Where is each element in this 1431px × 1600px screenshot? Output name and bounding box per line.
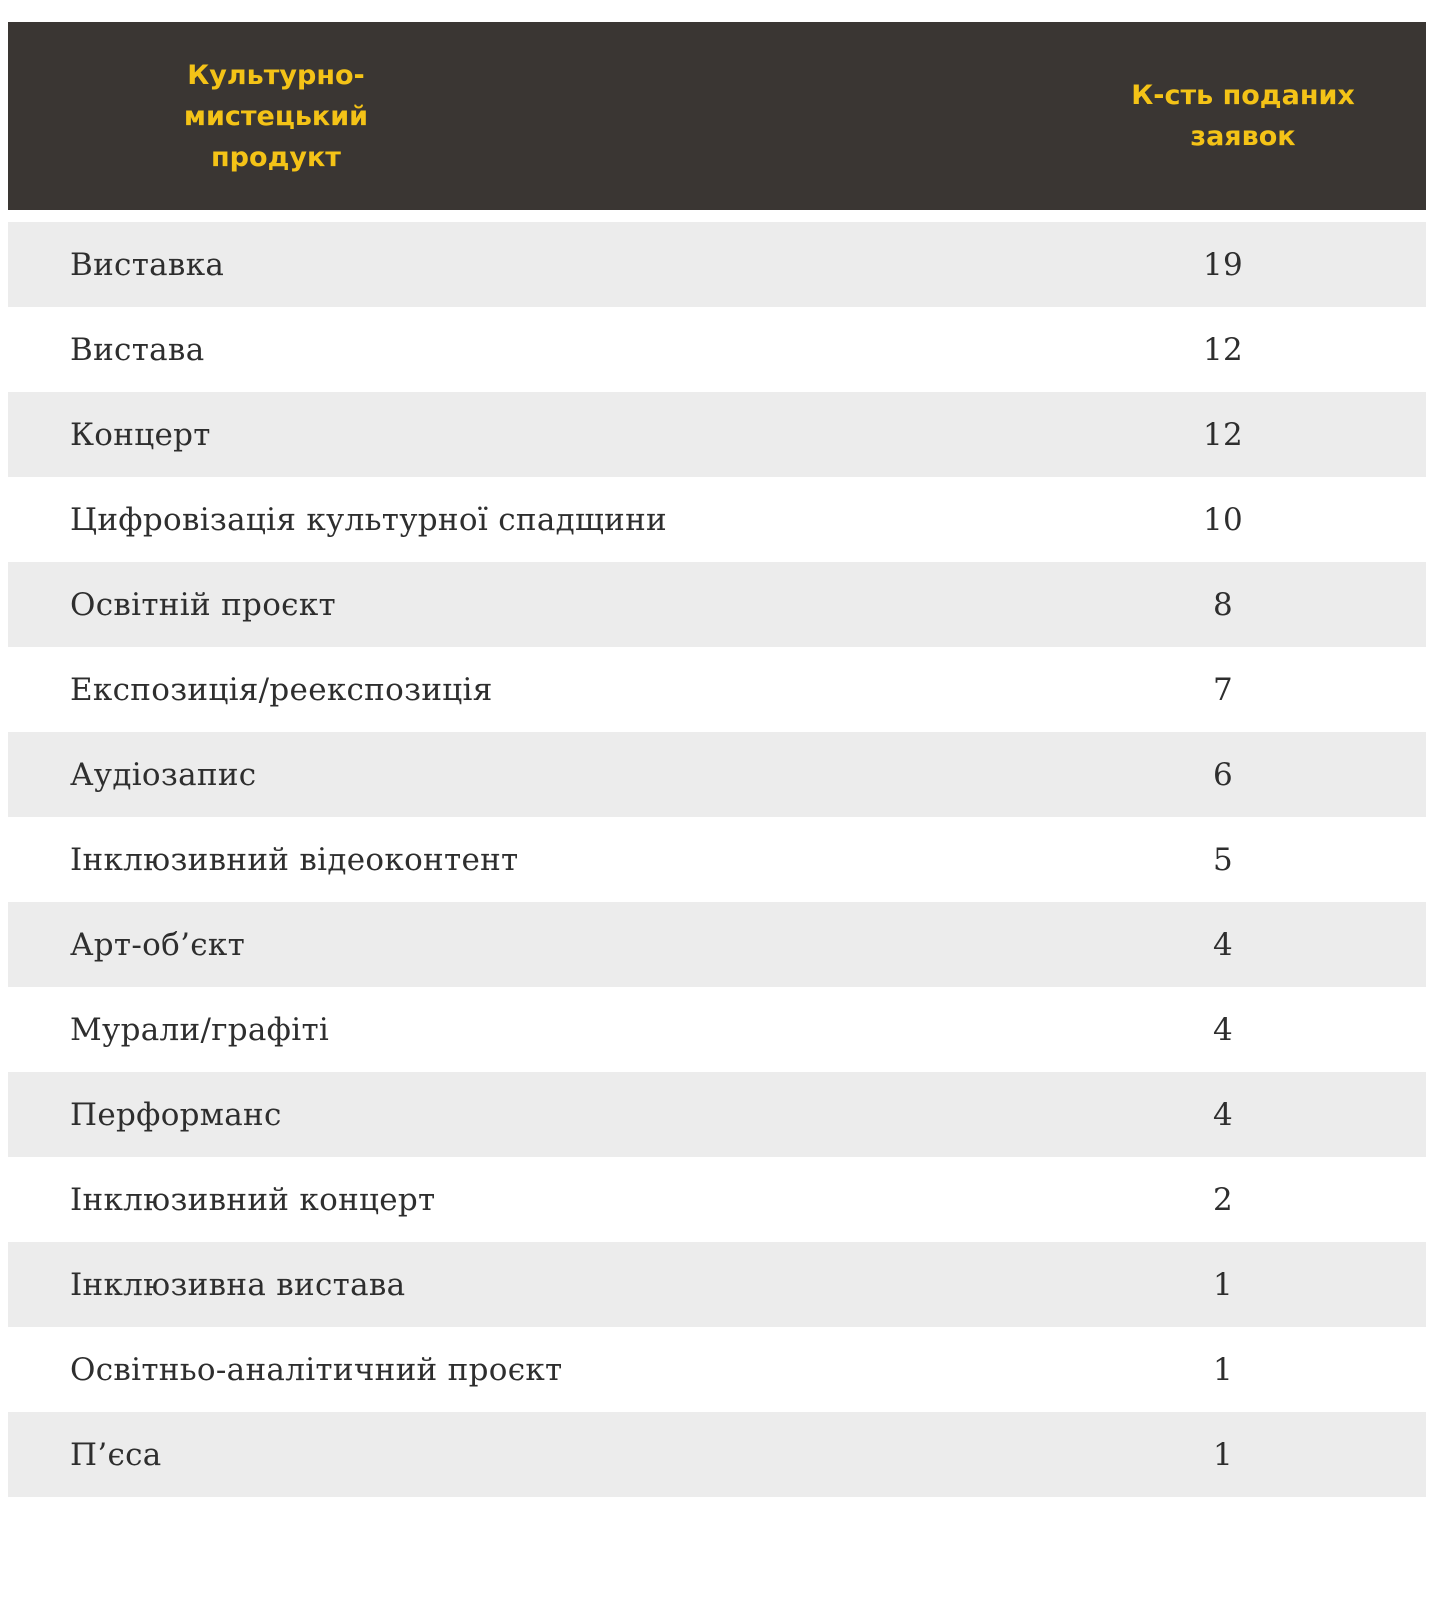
table-row [8,902,1426,987]
table-row [8,647,1426,732]
cell-count: 1 [1212,1351,1234,1388]
cell-count: 4 [1212,926,1234,963]
table-row [8,1157,1426,1242]
table-body [8,222,1426,1497]
cell-product: Перформанс [70,1096,282,1133]
table-row [8,1327,1426,1412]
cell-product: Інклюзивний відеоконтент [70,841,519,878]
cell-count: 8 [1212,586,1234,623]
header-gap [8,210,1426,222]
cell-count: 5 [1212,841,1234,878]
cell-count: 12 [1202,416,1244,453]
table-row [8,732,1426,817]
applications-table [8,22,1426,1497]
cell-product: Експозиція/реекспозиція [70,671,493,708]
cell-count: 4 [1212,1011,1234,1048]
cell-product: Інклюзивний концерт [70,1181,436,1218]
cell-product: Цифровізація культурної спадщини [70,501,667,538]
cell-count: 19 [1202,246,1244,283]
table-row [8,222,1426,307]
table-row [8,1242,1426,1327]
header-count: К-сть поданих заявок [1131,80,1355,152]
cell-product: Інклюзивна вистава [70,1266,406,1303]
cell-product: Арт-об’єкт [70,926,246,963]
cell-count: 7 [1212,671,1234,708]
cell-count: 2 [1212,1181,1234,1218]
cell-count: 6 [1212,756,1234,793]
cell-product: П’єса [70,1436,162,1473]
cell-product: Виставка [70,246,225,283]
cell-count: 10 [1202,501,1244,538]
cell-product: Аудіозапис [70,756,257,793]
cell-product: Вистава [70,331,205,368]
table-row [8,307,1426,392]
table-row [8,392,1426,477]
table-row [8,987,1426,1072]
header-product: Культурно-мистецький продукт [183,59,369,173]
table-row [8,477,1426,562]
table-row [8,562,1426,647]
table-row [8,817,1426,902]
cell-product: Освітньо-аналітичний проєкт [70,1351,563,1388]
cell-product: Концерт [70,416,211,453]
cell-count: 12 [1202,331,1244,368]
cell-product: Освітній проєкт [70,586,336,623]
cell-product: Мурали/графіті [70,1011,330,1048]
table-row [8,1412,1426,1497]
cell-count: 4 [1212,1096,1234,1133]
cell-count: 1 [1212,1436,1234,1473]
cell-count: 1 [1212,1266,1234,1303]
table-header [8,22,1426,210]
table-row [8,1072,1426,1157]
